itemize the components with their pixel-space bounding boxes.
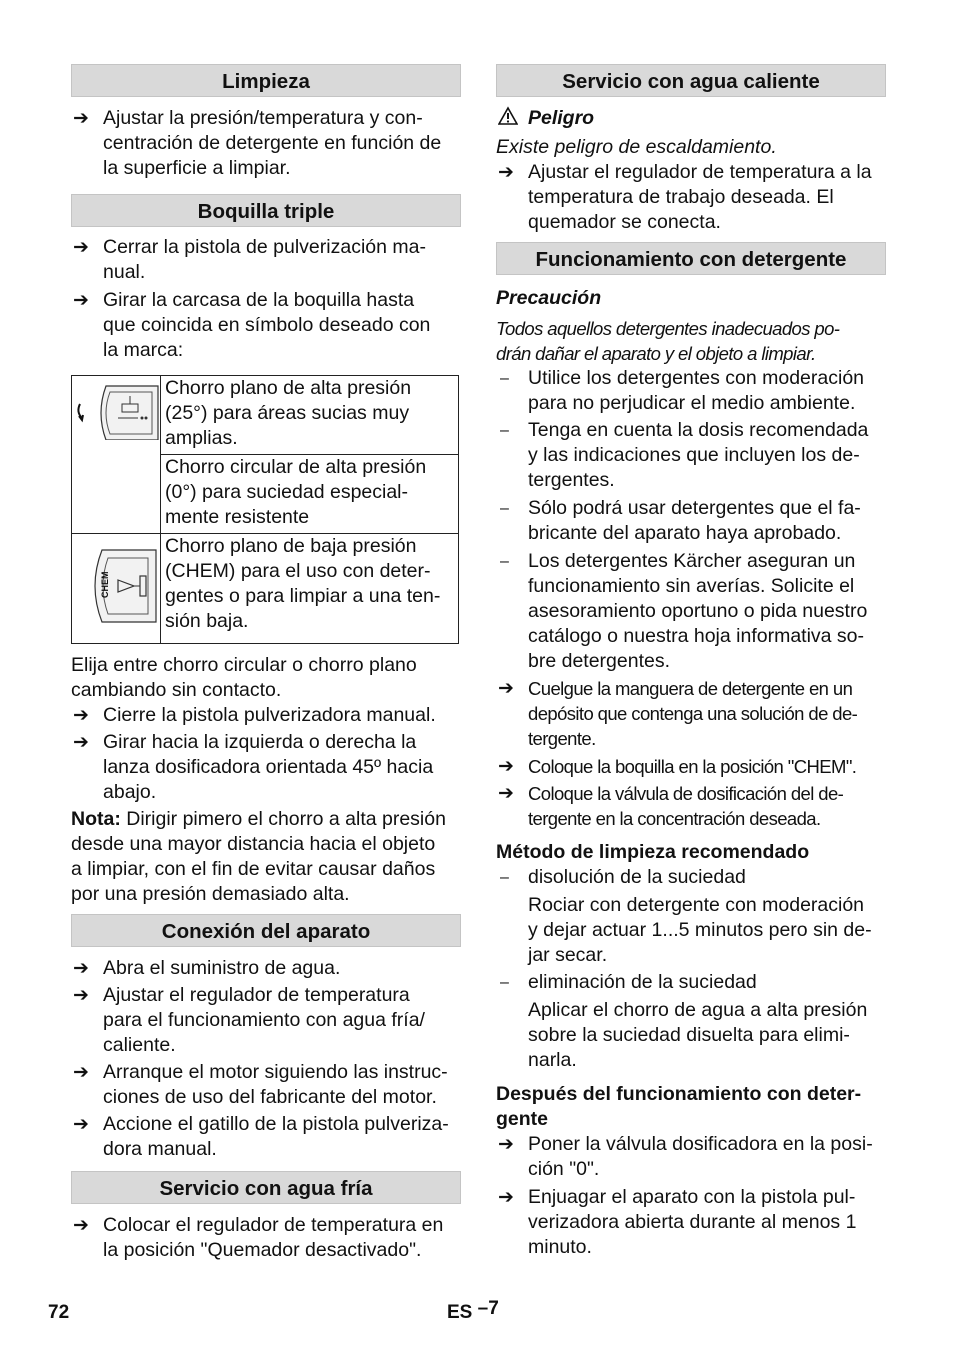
dash-icon: – bbox=[500, 974, 509, 991]
line: (25°) para áreas sucias muy bbox=[165, 402, 410, 424]
line: Chorro plano de baja presión bbox=[165, 535, 417, 557]
line: temperatura de trabajo deseada. El bbox=[528, 186, 834, 208]
line: minuto. bbox=[528, 1236, 592, 1258]
list-item bbox=[71, 983, 461, 1058]
list-item bbox=[496, 366, 886, 416]
list-item bbox=[71, 1213, 461, 1263]
dash-icon: – bbox=[500, 422, 509, 439]
section-heading-agua-fria: Servicio con agua fría bbox=[71, 1171, 461, 1204]
arrow-icon: ➔ bbox=[73, 985, 89, 1006]
arrow-icon: ➔ bbox=[498, 678, 514, 699]
method-step2-text bbox=[496, 998, 886, 1073]
line: amplias. bbox=[165, 427, 238, 449]
arrow-icon: ➔ bbox=[73, 1215, 89, 1236]
line: Utilice los detergentes con moderación bbox=[528, 367, 865, 389]
line: Cerrar la pistola de pulverización ma- bbox=[103, 236, 426, 258]
note-paragraph bbox=[71, 807, 461, 907]
list-item bbox=[496, 676, 886, 751]
line: drán dañar el aparato y el objeto a limpiar. bbox=[496, 343, 816, 364]
list-item bbox=[71, 1060, 461, 1110]
line: Girar la carcasa de la boquilla hasta bbox=[103, 289, 415, 311]
caution-title: Precaución bbox=[496, 287, 602, 309]
list-item bbox=[496, 781, 886, 831]
line: sobre la suciedad disuelta para elimi- bbox=[528, 1024, 850, 1046]
list-item bbox=[496, 549, 886, 674]
list-item bbox=[496, 970, 886, 995]
arrow-icon: ➔ bbox=[73, 1062, 89, 1083]
line: gente bbox=[496, 1108, 549, 1130]
line: tergentes. bbox=[528, 469, 615, 491]
list-item bbox=[71, 703, 461, 728]
line: Ajustar la presión/temperatura y con- bbox=[103, 107, 423, 129]
caution-text bbox=[496, 316, 886, 366]
line: ciones de uso del fabricante del motor. bbox=[103, 1086, 437, 1108]
line: y las indicaciones que incluyen los de- bbox=[528, 444, 860, 466]
page-number: 72 bbox=[48, 1302, 70, 1323]
arrow-icon: ➔ bbox=[498, 162, 514, 183]
line: narla. bbox=[528, 1049, 577, 1071]
arrow-icon: ➔ bbox=[73, 732, 89, 753]
line: bricante del aparato haya aprobado. bbox=[528, 522, 842, 544]
line: Colocar el regulador de temperatura en bbox=[103, 1214, 444, 1236]
nozzle-row-low-flat bbox=[161, 534, 459, 644]
list-item bbox=[496, 1185, 886, 1260]
line: quemador se conecta. bbox=[528, 211, 721, 233]
line: Los detergentes Kärcher aseguran un bbox=[528, 550, 856, 572]
method-step1-text bbox=[496, 893, 886, 968]
line: Dirigir pimero el chorro a alta presión bbox=[120, 808, 446, 830]
line: Ajustar el regulador de temperatura a la bbox=[528, 161, 872, 183]
line: Rociar con detergente con moderación bbox=[528, 894, 865, 916]
list-item bbox=[496, 496, 886, 546]
nozzle-table bbox=[71, 375, 459, 644]
arrow-icon: ➔ bbox=[73, 705, 89, 726]
method-title: Método de limpieza recomendado bbox=[496, 841, 810, 863]
line: tergente en la concentración deseada. bbox=[528, 808, 821, 829]
line: por una presión demasiado alta. bbox=[71, 883, 350, 905]
line: centración de detergente en función de bbox=[103, 132, 442, 154]
line: gentes o para limpiar a una ten- bbox=[165, 585, 441, 607]
line: jar secar. bbox=[528, 944, 608, 966]
nozzle-chem-icon bbox=[72, 534, 161, 644]
list-item bbox=[71, 1112, 461, 1162]
dash-icon: – bbox=[500, 500, 509, 517]
line: que coincida en símbolo deseado con bbox=[103, 314, 431, 336]
line: nual. bbox=[103, 261, 146, 283]
line: bre detergentes. bbox=[528, 650, 671, 672]
footer-lang: ES bbox=[447, 1302, 473, 1323]
footer-section bbox=[447, 1300, 499, 1325]
line: Girar hacia la izquierda o derecha la bbox=[103, 731, 417, 753]
line: disolución de la suciedad bbox=[528, 866, 746, 888]
footer-dash: – bbox=[477, 1298, 489, 1319]
line: ción "0". bbox=[528, 1158, 600, 1180]
warning-title-row bbox=[496, 106, 886, 131]
line: mente resistente bbox=[165, 506, 310, 528]
line: caliente. bbox=[103, 1034, 176, 1056]
nozzle-row-high-flat bbox=[161, 376, 459, 455]
list-item bbox=[496, 418, 886, 493]
arrow-icon: ➔ bbox=[498, 756, 514, 777]
line: Coloque la boquilla en la posición "CHEM". bbox=[528, 756, 857, 777]
arrow-icon: ➔ bbox=[73, 108, 89, 129]
arrow-icon: ➔ bbox=[73, 237, 89, 258]
line: Abra el suministro de agua. bbox=[103, 957, 341, 979]
dash-icon: – bbox=[500, 370, 509, 387]
nozzle-row-high-round bbox=[161, 455, 459, 534]
line: lanza dosificadora orientada 45º hacia bbox=[103, 756, 434, 778]
list-item bbox=[71, 106, 461, 181]
line: tergente. bbox=[528, 728, 596, 749]
paragraph bbox=[71, 653, 461, 703]
warning-text: Existe peligro de escaldamiento. bbox=[496, 136, 777, 158]
left-column bbox=[71, 64, 461, 1263]
dash-icon: – bbox=[500, 869, 509, 886]
line: abajo. bbox=[103, 781, 157, 803]
line: Sólo podrá usar detergentes que el fa- bbox=[528, 497, 861, 519]
line: la marca: bbox=[103, 339, 184, 361]
line: verizadora abierta durante al menos 1 bbox=[528, 1211, 857, 1233]
line: Todos aquellos detergentes inadecuados po- bbox=[496, 318, 840, 339]
line: asesoramiento oportuno o pida nuestro bbox=[528, 600, 868, 622]
footer-section-page: 7 bbox=[488, 1298, 499, 1319]
line: cambiando sin contacto. bbox=[71, 679, 282, 701]
line: Cierre la pistola pulverizadora manual. bbox=[103, 704, 436, 726]
right-column bbox=[496, 64, 886, 1260]
line: funcionamiento sin averías. Solicite el bbox=[528, 575, 855, 597]
line: depósito que contenga una solución de de- bbox=[528, 703, 858, 724]
line: dora manual. bbox=[103, 1138, 217, 1160]
list-item bbox=[71, 235, 461, 285]
list-item bbox=[496, 754, 886, 779]
line: la posición "Quemador desactivado". bbox=[103, 1239, 422, 1261]
line: Coloque la válvula de dosificación del de- bbox=[528, 783, 844, 804]
line: para no perjudicar el medio ambiente. bbox=[528, 392, 856, 414]
line: Enjuagar el aparato con la pistola pul- bbox=[528, 1186, 856, 1208]
line: Después del funcionamiento con deter- bbox=[496, 1083, 862, 1105]
nozzle-high-pressure-icon bbox=[72, 376, 161, 534]
section-heading-boquilla-triple: Boquilla triple bbox=[71, 194, 461, 227]
line: eliminación de la suciedad bbox=[528, 971, 757, 993]
list-item bbox=[71, 956, 461, 981]
list-item bbox=[71, 730, 461, 805]
line: a limpiar, con el fin de evitar causar daños bbox=[71, 858, 436, 880]
section-heading-agua-caliente: Servicio con agua caliente bbox=[496, 64, 886, 97]
after-title bbox=[496, 1082, 886, 1132]
line: Aplicar el chorro de agua a alta presión bbox=[528, 999, 868, 1021]
line: (0°) para suciedad especial- bbox=[165, 481, 409, 503]
line: catálogo o nuestra hoja informativa so- bbox=[528, 625, 865, 647]
line: la superficie a limpiar. bbox=[103, 157, 291, 179]
list-item bbox=[496, 865, 886, 890]
section-heading-limpieza: Limpieza bbox=[71, 64, 461, 97]
arrow-icon: ➔ bbox=[498, 1187, 514, 1208]
section-heading-detergente: Funcionamiento con detergente bbox=[496, 242, 886, 275]
line: para el funcionamiento con agua fría/ bbox=[103, 1009, 425, 1031]
list-item bbox=[496, 160, 886, 235]
line: Chorro plano de alta presión bbox=[165, 377, 412, 399]
line: desde una mayor distancia hacia el objeto bbox=[71, 833, 436, 855]
line: (CHEM) para el uso con deter- bbox=[165, 560, 431, 582]
section-heading-conexion: Conexión del aparato bbox=[71, 914, 461, 947]
line: Elija entre chorro circular o chorro plano bbox=[71, 654, 417, 676]
line: Arranque el motor siguiendo las instruc- bbox=[103, 1061, 448, 1083]
arrow-icon: ➔ bbox=[73, 958, 89, 979]
arrow-icon: ➔ bbox=[498, 1134, 514, 1155]
chem-label: CHEM bbox=[100, 571, 110, 598]
note-label: Nota: bbox=[71, 808, 121, 830]
list-item bbox=[496, 1132, 886, 1182]
arrow-icon: ➔ bbox=[73, 290, 89, 311]
line: Poner la válvula dosificadora en la posi- bbox=[528, 1133, 873, 1155]
arrow-icon: ➔ bbox=[73, 1114, 89, 1135]
line: Accione el gatillo de la pistola pulveriza- bbox=[103, 1113, 449, 1135]
list-item bbox=[71, 288, 461, 363]
arrow-icon: ➔ bbox=[498, 783, 514, 804]
line: Ajustar el regulador de temperatura bbox=[103, 984, 410, 1006]
warning-title: Peligro bbox=[528, 107, 595, 129]
line: y dejar actuar 1...5 minutos pero sin de- bbox=[528, 919, 872, 941]
line: Tenga en cuenta la dosis recomendada bbox=[528, 419, 869, 441]
warning-icon bbox=[498, 106, 518, 133]
line: Chorro circular de alta presión bbox=[165, 456, 427, 478]
dash-icon: – bbox=[500, 553, 509, 570]
line: Cuelgue la manguera de detergente en un bbox=[528, 678, 853, 699]
line: sión baja. bbox=[165, 610, 249, 632]
